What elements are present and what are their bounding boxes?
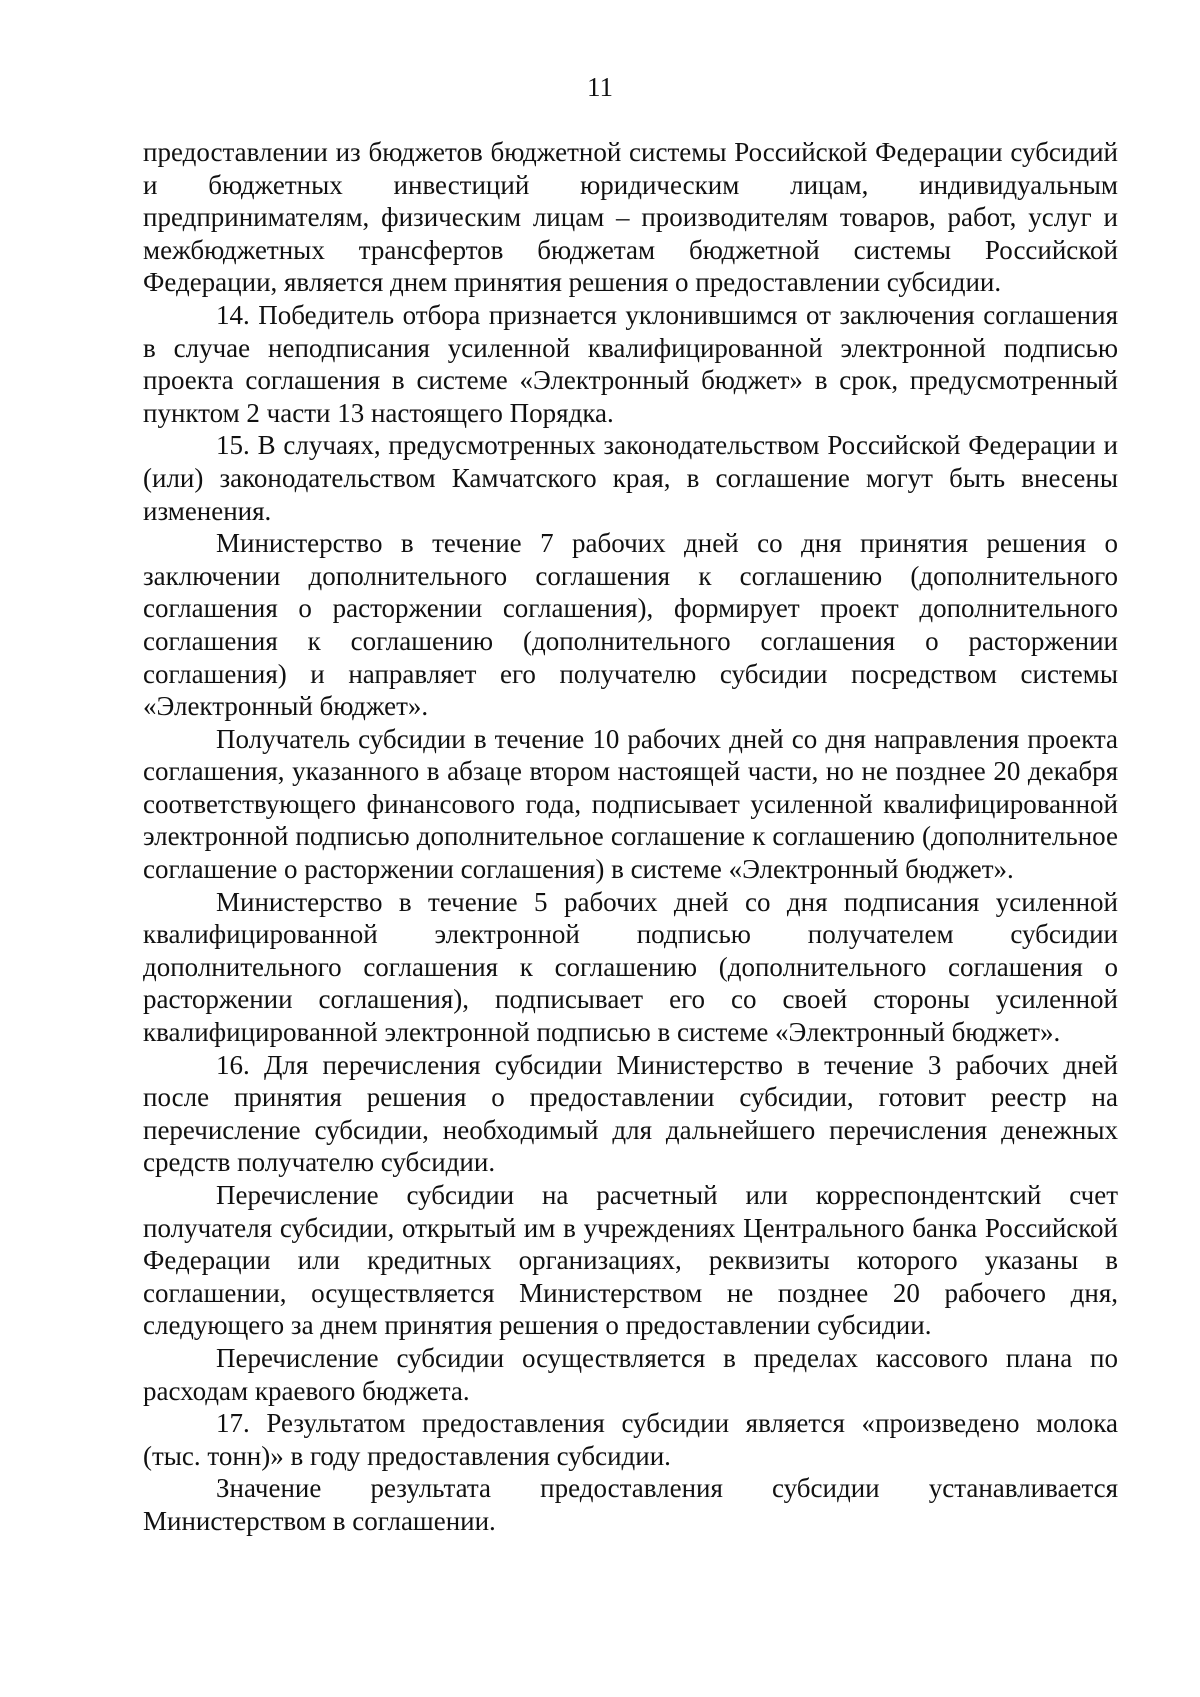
paragraph-ministry-5-days: Министерство в течение 5 рабочих дней со дня подписания усиленной квалифицированной электронной подписью получателем субсидии дополнительного соглашения к соглашению (дополнительного соглашения о расторжении соглашения), подписывает его со своей стороны усиленной квалифицированной электронной подписью в системе «Электронный бюджет». xyxy=(143,886,1118,1048)
paragraph-item-17: 17. Результатом предоставления субсидии является «произведено молока (тыс. тонн)» в году предоставления субсидии. xyxy=(143,1408,1118,1471)
paragraph-item-14: 14. Победитель отбора признается уклонившимся от заключения соглашения в случае неподписания усиленной квалифицированной электронной подписью проекта соглашения в системе «Электронный бюджет» в срок, предусмотренный пунктом 2 части 13 настоящего Порядка. xyxy=(143,299,1118,428)
paragraph-recipient-10-days: Получатель субсидии в течение 10 рабочих дней со дня направления проекта соглашения, указанного в абзаце втором настоящей части, но не позднее 20 декабря соответствующего финансового года, подписывает усиленной квалифицированной электронной подписью дополнительное соглашение к соглашению (дополнительное соглашение о расторжении соглашения) в системе «Электронный бюджет». xyxy=(143,723,1118,885)
paragraph-item-16: 16. Для перечисления субсидии Министерство в течение 3 рабочих дней после принятия решения о предоставлении субсидии, готовит реестр на перечисление субсидии, необходимый для дальнейшего перечисления денежных средств получателю субсидии. xyxy=(143,1049,1118,1178)
paragraph-continuation: предоставлении из бюджетов бюджетной системы Российской Федерации субсидий и бюджетных инвестиций юридическим лицам, индивидуальным предпринимателям, физическим лицам – производителям товаров, работ, услуг и межбюджетных трансфертов бюджетам бюджетной системы Российской Федерации, является днем принятия решения о предоставлении субсидии. xyxy=(143,137,1118,298)
document-body xyxy=(143,136,1118,1538)
page-number: 11 xyxy=(587,72,613,102)
paragraph-transfer-account: Перечисление субсидии на расчетный или корреспондентский счет получателя субсидии, открытый им в учреждениях Центрального банка Российской Федерации или кредитных организациях, реквизиты которого указаны в соглашении, осуществляется Министерством не позднее 20 рабочего дня, следующего за днем принятия решения о предоставлении субсидии. xyxy=(143,1180,1118,1341)
paragraph-item-15: 15. В случаях, предусмотренных законодательством Российской Федерации и (или) законодательством Камчатского края, в соглашение могут быть внесены изменения. xyxy=(143,430,1118,526)
paragraph-cash-plan: Перечисление субсидии осуществляется в пределах кассового плана по расходам краевого бюджета. xyxy=(143,1342,1118,1406)
paragraph-result-value: Значение результата предоставления субсидии устанавливается Министерством в соглашении. xyxy=(143,1473,1118,1536)
paragraph-ministry-7-days: Министерство в течение 7 рабочих дней со дня принятия решения о заключении дополнительного соглашения к соглашению (дополнительного соглашения о расторжении соглашения), формирует проект дополнительного соглашения к соглашению (дополнительного соглашения о расторжении соглашения) и направляет его получателю субсидии посредством системы «Электронный бюджет». xyxy=(143,528,1118,722)
